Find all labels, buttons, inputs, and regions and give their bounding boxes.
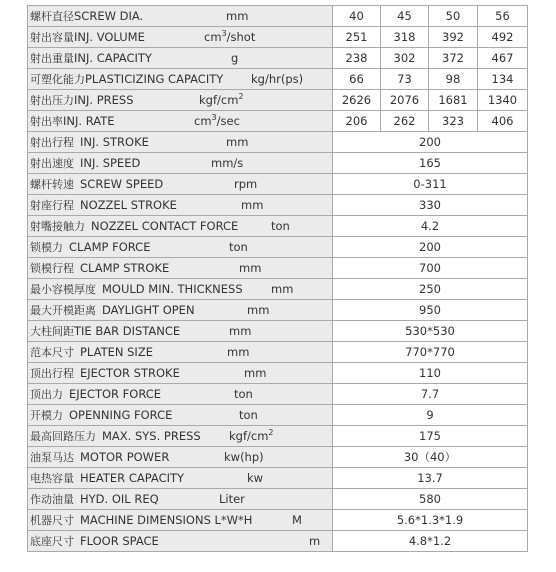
spec-row [28,237,528,258]
spec-unit: mm [239,261,262,275]
spec-name-zh: 锁模行程 [30,262,74,275]
spec-name-zh: 射出速度 [30,157,74,170]
spec-value-cell: 770*770 [333,342,528,363]
spec-name-zh: 射座行程 [30,199,74,212]
spec-row [28,27,528,48]
spec-unit: mm [247,303,270,317]
spec-name [30,447,169,468]
spec-name [30,27,145,48]
spec-unit: kgf/$cm^2$ [199,92,244,107]
spec-label-cell [28,300,333,321]
spec-name [30,111,115,132]
spec-value-cell: 580 [333,489,528,510]
spec-label-cell [28,384,333,405]
spec-unit: $cm^3$/shot [204,29,256,44]
spec-row [28,6,528,27]
spec-name-en: TIE BAR DISTANCE [74,324,181,338]
spec-name-en: PLATEN SIZE [80,345,153,359]
spec-label-cell [28,111,333,132]
spec-label-cell [28,279,333,300]
spec-row [28,342,528,363]
spec-value-cell: 98 [429,69,478,90]
spec-value-cell: 2626 [333,90,381,111]
spec-row [28,531,528,552]
spec-label-cell [28,69,333,90]
spec-value-cell: 238 [333,48,381,69]
spec-name-en: INJ. RATE [63,114,115,128]
spec-unit: mm [244,366,267,380]
spec-label-cell [28,531,333,552]
spec-name [30,489,159,510]
spec-label-cell [28,405,333,426]
spec-unit: mm/s [211,156,244,170]
spec-name-en: CLAMP FORCE [69,240,151,254]
spec-name-en: INJ. VOLUME [74,30,145,44]
spec-unit: Liter [219,492,245,506]
spec-name-zh: 螺杆转速 [30,178,74,191]
spec-name-en: INJ. SPEED [80,156,141,170]
spec-name-zh: 射出容量 [30,31,74,44]
spec-name-zh: 顶出力 [30,388,63,401]
spec-row [28,510,528,531]
spec-value-cell: 251 [333,27,381,48]
spec-value-cell: 1340 [478,90,528,111]
spec-label-cell [28,321,333,342]
spec-unit: ton [229,240,248,254]
spec-row [28,132,528,153]
spec-label-cell [28,363,333,384]
spec-name [30,279,243,300]
spec-value-cell: 406 [478,111,528,132]
spec-value-cell: 73 [381,69,429,90]
spec-row [28,447,528,468]
spec-name-zh: 射出压力 [30,94,74,107]
spec-name-zh: 锁模力 [30,241,63,254]
spec-name [30,468,184,489]
spec-value-cell: 330 [333,195,528,216]
spec-row [28,90,528,111]
spec-name [30,321,180,342]
spec-value-cell: 110 [333,363,528,384]
spec-row [28,426,528,447]
spec-value-cell: 30（40） [333,447,528,468]
spec-name-en: MAX. SYS. PRESS [102,429,201,443]
spec-unit: kw [247,471,264,485]
spec-name-zh: 大柱间距 [30,325,74,338]
spec-unit: m [309,534,321,548]
spec-value-cell: 40 [333,6,381,27]
spec-value-cell: 467 [478,48,528,69]
spec-value-cell: 66 [333,69,381,90]
spec-label-cell [28,447,333,468]
spec-row [28,321,528,342]
spec-name-en: SCREW SPEED [80,177,164,191]
spec-name-en: EJECTOR FORCE [69,387,162,401]
spec-value-cell: 1681 [429,90,478,111]
spec-unit: ton [234,387,253,401]
spec-row [28,468,528,489]
spec-name [30,69,223,90]
spec-row [28,405,528,426]
spec-name-zh: 最高回路压力 [30,430,96,443]
spec-value-cell: 2076 [381,90,429,111]
spec-value-cell: 50 [429,6,478,27]
spec-label-cell [28,174,333,195]
spec-name [30,174,163,195]
spec-label-cell [28,195,333,216]
spec-label-cell [28,216,333,237]
spec-name-en: EJECTOR STROKE [80,366,180,380]
spec-label-cell [28,48,333,69]
spec-value-cell: 530*530 [333,321,528,342]
spec-value-cell: 4.2 [333,216,528,237]
spec-unit: $cm^3/\sec$ [194,113,240,128]
spec-value-cell: 45 [381,6,429,27]
spec-name-zh: 范本尺寸 [30,346,74,359]
spec-unit: mm [241,198,264,212]
spec-value-cell: 323 [429,111,478,132]
spec-name-en: INJ. STROKE [80,135,149,149]
spec-name-en: INJ. CAPACITY [74,51,152,65]
spec-value-cell: 950 [333,300,528,321]
spec-row [28,489,528,510]
spec-name-zh: 作动油量 [30,493,74,506]
spec-name-zh: 油泵马达 [30,451,74,464]
spec-name [30,237,150,258]
spec-value-cell: 175 [333,426,528,447]
spec-row [28,174,528,195]
spec-value-cell: 200 [333,237,528,258]
spec-name-zh: 螺杆直径 [30,10,74,23]
spec-name-en: INJ. PRESS [74,93,134,107]
spec-name [30,510,252,531]
spec-label-cell [28,342,333,363]
spec-label-cell [28,510,333,531]
spec-name-en: DAYLIGHT OPEN [102,303,195,317]
spec-name [30,258,169,279]
spec-name-en: MOULD MIN. THICKNESS [102,282,243,296]
spec-unit: mm [229,324,252,338]
spec-name [30,90,134,111]
spec-name [30,531,159,552]
spec-name-zh: 顶出行程 [30,367,74,380]
spec-value-cell: 165 [333,153,528,174]
spec-name-en: NOZZEL STROKE [80,198,177,212]
spec-value-cell: 250 [333,279,528,300]
spec-unit: M [292,513,302,527]
spec-row [28,153,528,174]
spec-label-cell [28,468,333,489]
spec-unit: g [231,51,239,65]
spec-label-cell [28,489,333,510]
spec-name-en: NOZZEL CONTACT FORCE [91,219,239,233]
spec-name [30,342,153,363]
spec-value-cell: 4.8*1.2 [333,531,528,552]
spec-value-cell: 0-311 [333,174,528,195]
spec-name [30,426,201,447]
spec-row [28,216,528,237]
spec-name-zh: 射出行程 [30,136,74,149]
spec-row [28,195,528,216]
spec-label-cell [28,258,333,279]
spec-row [28,363,528,384]
spec-name-zh: 电热容量 [30,472,74,485]
spec-table-body [28,6,528,552]
spec-label-cell [28,132,333,153]
spec-name-en: CLAMP STROKE [80,261,170,275]
spec-label-cell [28,6,333,27]
spec-label-cell [28,426,333,447]
spec-unit: mm [226,135,249,149]
spec-name-zh: 最大开模距离 [30,304,96,317]
spec-value-cell: 134 [478,69,528,90]
spec-value-cell: 5.6*1.3*1.9 [333,510,528,531]
spec-unit: kgf/$cm^2$ [229,428,274,443]
spec-row [28,258,528,279]
spec-label-cell [28,90,333,111]
spec-name-zh: 机器尺寸 [30,514,74,527]
spec-name-en: FLOOR SPACE [80,534,159,548]
spec-name-en: OPENNING FORCE [69,408,173,422]
spec-name-en: HEATER CAPACITY [80,471,185,485]
spec-unit: mm [271,282,294,296]
spec-row [28,384,528,405]
spec-row [28,48,528,69]
spec-value-cell: 492 [478,27,528,48]
spec-name-zh: 射出重量 [30,52,74,65]
spec-name [30,405,172,426]
spec-unit: mm [226,9,249,23]
spec-name [30,363,180,384]
spec-label-cell [28,27,333,48]
spec-unit: rpm [234,177,258,191]
spec-unit: ton [271,219,290,233]
spec-row [28,111,528,132]
spec-name [30,6,143,27]
spec-value-cell: 262 [381,111,429,132]
spec-value-cell: 206 [333,111,381,132]
spec-name [30,384,161,405]
spec-name [30,195,177,216]
spec-value-cell: 200 [333,132,528,153]
spec-row [28,300,528,321]
spec-value-cell: 372 [429,48,478,69]
spec-label-cell [28,153,333,174]
spec-unit: mm [227,345,250,359]
spec-name-en: SCREW DIA. [74,9,144,23]
spec-name-zh: 开模力 [30,409,63,422]
spec-value-cell: 13.7 [333,468,528,489]
spec-name-zh: 射出率 [30,115,63,128]
spec-name-zh: 底座尺寸 [30,535,74,548]
spec-name [30,153,140,174]
spec-name [30,216,238,237]
spec-name-zh: 可塑化能力 [30,73,85,86]
spec-name-en: PLASTICIZING CAPACITY [85,72,224,86]
spec-unit: kg/hr(ps) [251,72,304,86]
spec-value-cell: 700 [333,258,528,279]
spec-name [30,132,149,153]
spec-name-en: MOTOR POWER [80,450,170,464]
spec-name [30,48,152,69]
spec-name [30,300,195,321]
spec-value-cell: 302 [381,48,429,69]
spec-row [28,279,528,300]
spec-name-en: HYD. OIL REQ [80,492,159,506]
spec-value-cell: 7.7 [333,384,528,405]
spec-table [27,5,528,552]
spec-name-zh: 射嘴接触力 [30,220,85,233]
spec-unit: kw(hp) [224,450,264,464]
spec-row [28,69,528,90]
spec-value-cell: 9 [333,405,528,426]
spec-value-cell: 392 [429,27,478,48]
spec-value-cell: 318 [381,27,429,48]
spec-name-en: MACHINE DIMENSIONS L*W*H [80,513,253,527]
spec-label-cell [28,237,333,258]
spec-value-cell: 56 [478,6,528,27]
spec-name-zh: 最小容模厚度 [30,283,96,296]
spec-unit: ton [239,408,258,422]
